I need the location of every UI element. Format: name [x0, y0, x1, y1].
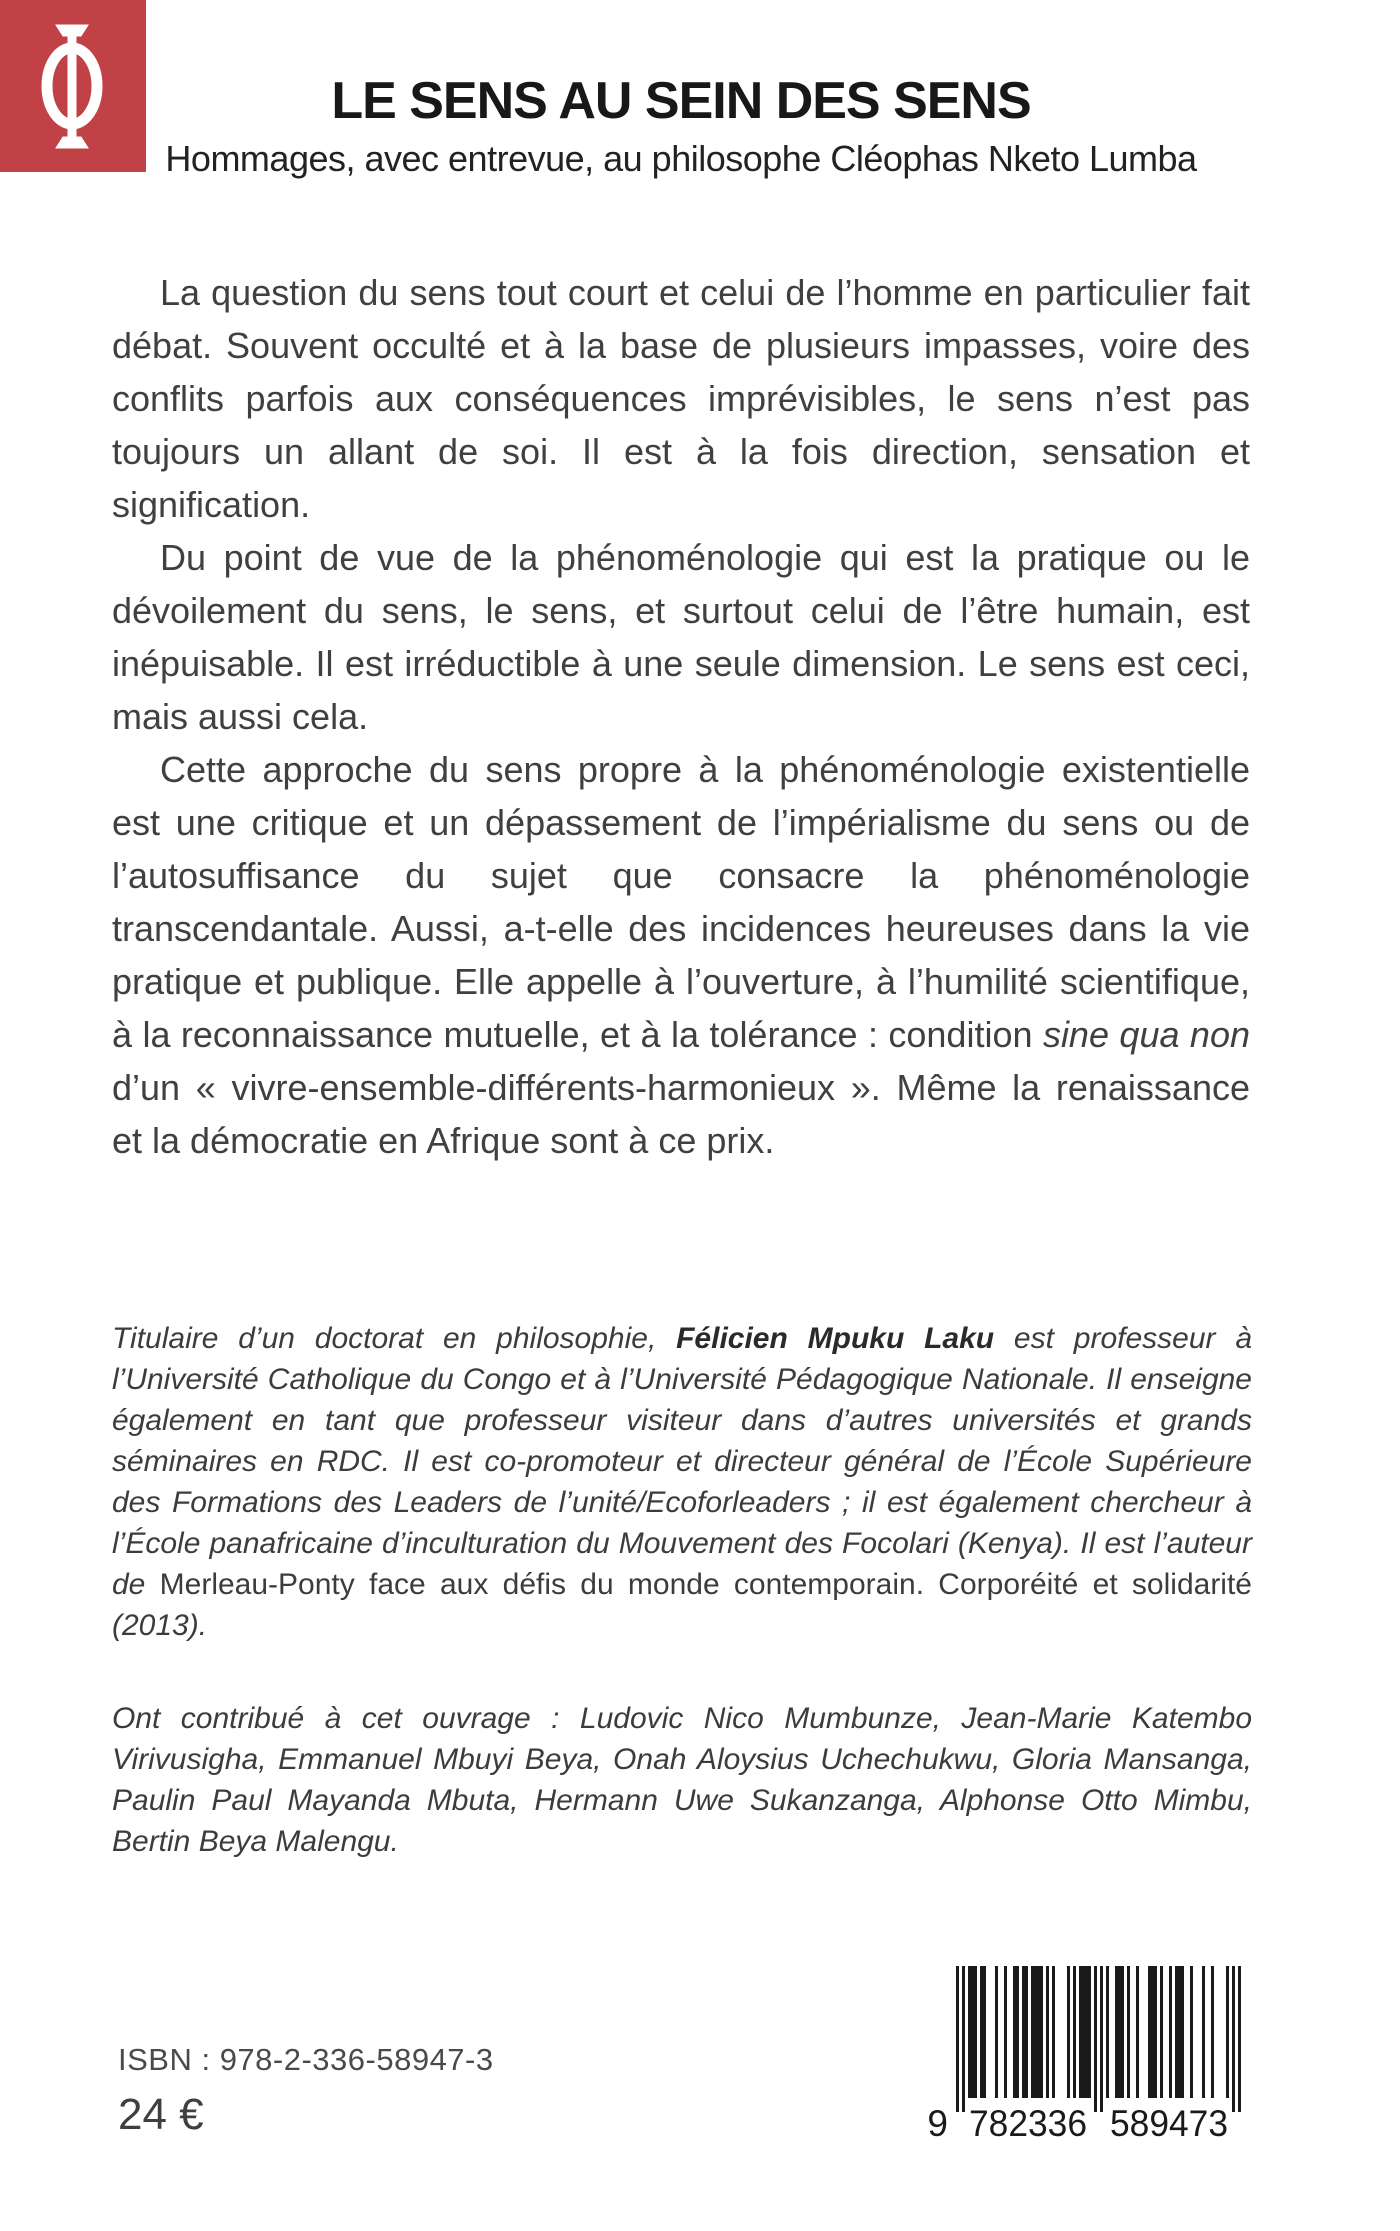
svg-text:782336: 782336: [969, 2103, 1087, 2142]
paragraph: Cette approche du sens propre à la phénoménologie existentielle est une critique et un dépassement de l’impérialisme du sens ou de l’autosuffisance du sujet que consacre la phénoménologie transcendantale. Aussi, a-t-elle des incidences heureuses dans la vie pratique et publique. Elle appelle à l’ouverture, à l’humilité scientifique, à la reconnaissance mutuelle, et à la tolérance : condition sine qua non d’un « vivre-ensemble-différents-harmonieux ». Même la renaissance et la démocratie en Afrique sont à ce prix.: [112, 749, 1250, 1161]
paragraph: Titulaire d’un doctorat en philosophie, Félicien Mpuku Laku est professeur à l’Université Catholique du Congo et à l’Université Pédagogique Nationale. Il enseigne également en tant que professeur visiteur dans d’autres universités et grands séminaires en RDC. Il est co-promoteur et directeur général de l’École Supérieure des Formations des Leaders de l’unité/Ecoforleaders ; il est également chercheur à l’École panafricaine d’inculturation du Mouvement des Focolari (Kenya). Il est l’auteur de Merleau-Ponty face aux défis du monde contemporain. Corporéité et solidarité (2013).: [112, 1322, 1253, 1642]
contributors: [112, 1698, 1252, 1862]
synopsis: [112, 266, 1250, 1167]
svg-text:589473: 589473: [1110, 2103, 1228, 2142]
paragraph: Ont contribué à cet ouvrage : Ludovic Nico Mumbunze, Jean-Marie Katembo Virivusigha, Emmanuel Mbuyi Beya, Onah Aloysius Uchechukwu, Gloria Mansanga, Paulin Paul Mayanda Mbuta, Hermann Uwe Sukanzanga, Alphonse Otto Mimbu, Bertin Beya Malengu.: [112, 1702, 1252, 1858]
svg-text:9: 9: [927, 2103, 948, 2142]
price: 24 €: [118, 2090, 204, 2139]
book-subtitle: Hommages, avec entrevue, au philosophe Cléophas Nketo Lumba: [165, 137, 1197, 179]
author-bio: [112, 1318, 1252, 1646]
header: [112, 74, 1250, 178]
ean13-barcode: [926, 1966, 1271, 2142]
paragraph: La question du sens tout court et celui de l’homme en particulier fait débat. Souvent occulté et à la base de plusieurs impasses, voire des conflits parfois aux conséquences imprévisibles, le sens n’est pas toujours un allant de soi. Il est à la fois direction, sensation et signification.: [112, 272, 1250, 525]
isbn: ISBN : 978-2-336-58947-3: [118, 2042, 494, 2077]
book-title: LE SENS AU SEIN DES SENS: [331, 72, 1031, 130]
paragraph: Du point de vue de la phénoménologie qui est la pratique ou le dévoilement du sens, le sens, et surtout celui de l’être humain, est inépuisable. Il est irréductible à une seule dimension. Le sens est ceci, mais aussi cela.: [112, 537, 1250, 737]
